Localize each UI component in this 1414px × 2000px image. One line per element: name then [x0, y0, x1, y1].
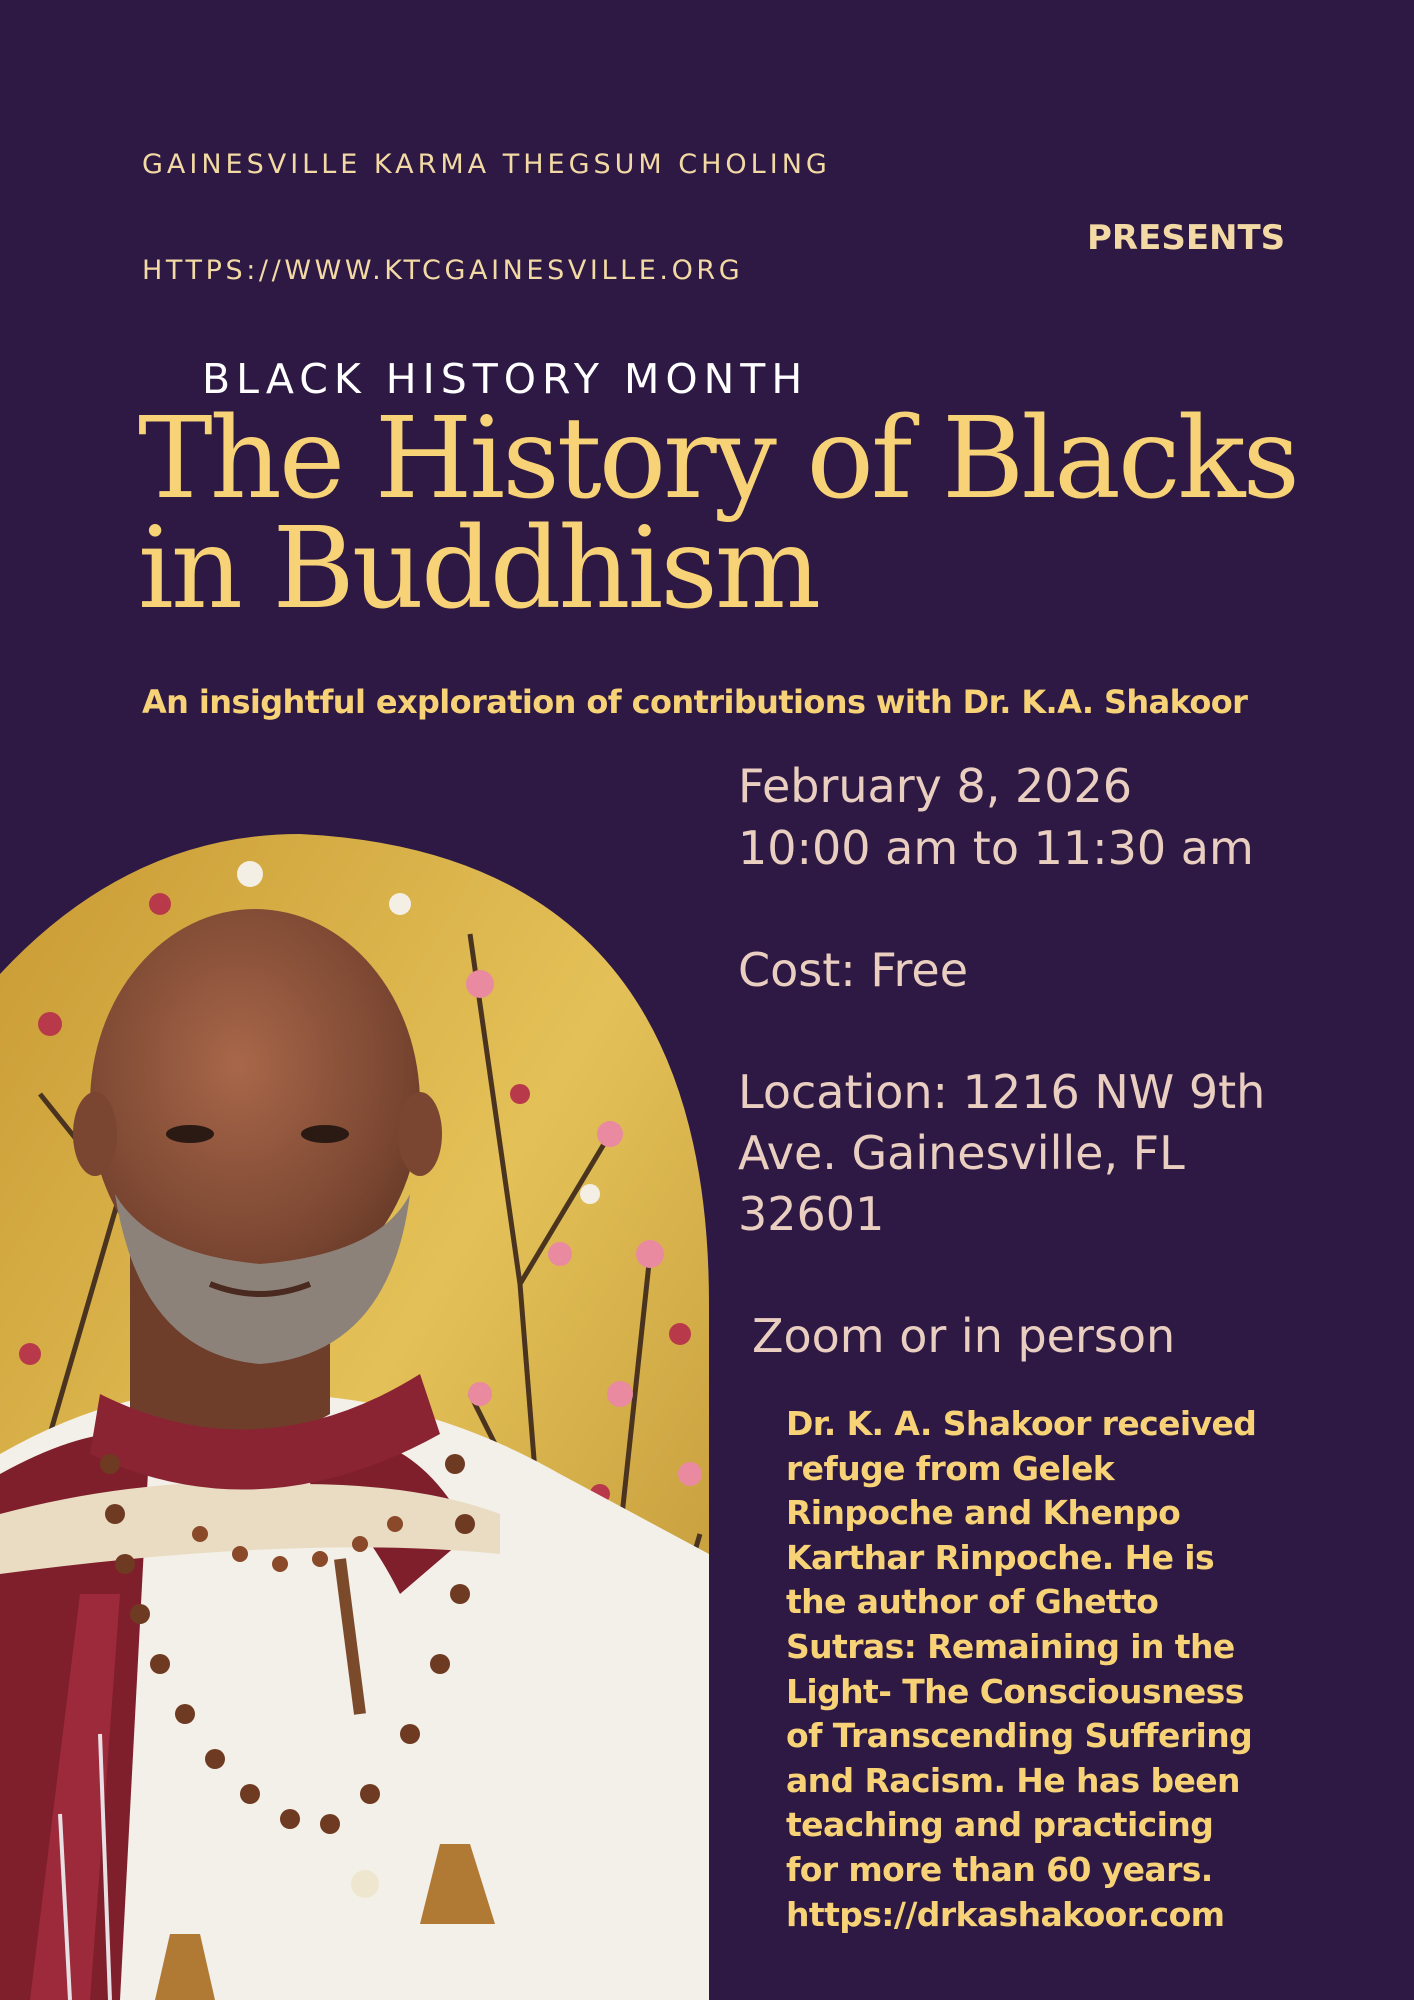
event-attendance-mode: Zoom or in person — [752, 1309, 1176, 1363]
event-kicker: BLACK HISTORY MONTH — [202, 355, 809, 403]
bio-line: the author of Ghetto — [786, 1582, 1159, 1622]
bio-line: Light- The Consciousness — [786, 1671, 1244, 1711]
speaker-photo — [0, 834, 709, 2000]
event-subtitle: An insightful exploration of contributions with Dr. K.A. Shakoor — [142, 683, 1248, 721]
bio-line: Sutras: Remaining in the — [786, 1626, 1235, 1666]
speaker-website-link[interactable]: https://drkashakoor.com — [786, 1894, 1225, 1934]
organization-name: GAINESVILLE KARMA THEGSUM CHOLING — [142, 149, 831, 180]
bio-line: for more than 60 years. — [786, 1849, 1213, 1889]
bio-line: of Transcending Suffering — [786, 1716, 1253, 1756]
organization-website[interactable]: HTTPS://WWW.KTCGAINESVILLE.ORG — [142, 255, 744, 286]
presents-label: PRESENTS — [1087, 218, 1286, 258]
event-time: 10:00 am to 11:30 am — [738, 821, 1254, 875]
bio-line: and Racism. He has been — [786, 1760, 1240, 1800]
event-title: The History of Blacks in Buddhism — [138, 394, 1297, 634]
event-date: February 8, 2026 — [738, 759, 1133, 813]
event-cost: Cost: Free — [738, 943, 968, 997]
speaker-bio — [786, 1402, 1286, 1937]
bio-line: teaching and practicing — [786, 1805, 1214, 1845]
bio-line: Rinpoche and Khenpo — [786, 1493, 1181, 1533]
event-location: Location: 1216 NW 9th Ave. Gainesville, FL 32601 — [738, 1065, 1266, 1241]
bio-line: Dr. K. A. Shakoor received — [786, 1404, 1257, 1443]
bio-line: Karthar Rinpoche. He is — [786, 1537, 1215, 1577]
bio-line: refuge from Gelek — [786, 1448, 1115, 1488]
